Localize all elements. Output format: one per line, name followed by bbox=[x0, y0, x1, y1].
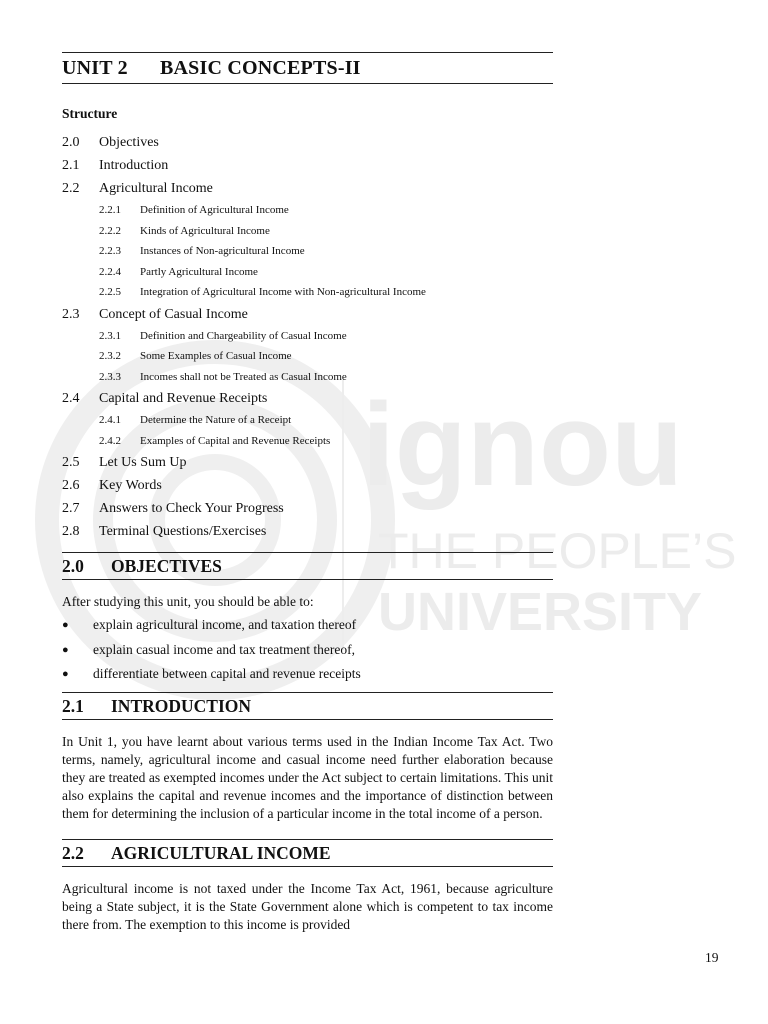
toc-subitem-number: 2.2.3 bbox=[99, 245, 121, 257]
section-number: 2.1 bbox=[62, 695, 84, 716]
toc-subitem bbox=[62, 241, 553, 262]
toc-item-number: 2.0 bbox=[62, 135, 80, 150]
toc-subitem bbox=[62, 221, 553, 242]
toc-item bbox=[62, 303, 553, 326]
list-item bbox=[62, 642, 553, 667]
section-title: INTRODUCTION bbox=[111, 695, 252, 716]
toc-item-label: Let Us Sum Up bbox=[99, 455, 187, 470]
toc-item-number: 2.2 bbox=[62, 181, 80, 196]
watermark-ignou-text: ignou bbox=[362, 379, 684, 511]
toc-subitem bbox=[62, 431, 553, 452]
agricultural-income-heading bbox=[62, 840, 553, 866]
toc-item-number: 2.8 bbox=[62, 524, 80, 539]
objectives-heading bbox=[62, 553, 553, 579]
toc-item-number: 2.3 bbox=[62, 306, 80, 322]
toc-subitem-label: Kinds of Agricultural Income bbox=[140, 224, 270, 237]
toc-item-label: Capital and Revenue Receipts bbox=[99, 391, 268, 406]
introduction-heading bbox=[62, 693, 553, 719]
watermark-university-text: UNIVERSITY bbox=[378, 582, 703, 642]
toc-item-number: 2.4 bbox=[62, 391, 80, 406]
objectives-bottom-rule bbox=[62, 579, 553, 580]
toc-item-number: 2.5 bbox=[62, 455, 80, 470]
section-title: AGRICULTURAL INCOME bbox=[111, 842, 331, 863]
toc-subitem-number: 2.4.1 bbox=[99, 414, 121, 426]
toc-subitem-label: Examples of Capital and Revenue Receipts bbox=[140, 434, 331, 447]
toc-item-label: Agricultural Income bbox=[99, 181, 213, 196]
objectives-intro: After studying this unit, you should be able to: bbox=[62, 594, 314, 609]
bullet-icon: ● bbox=[62, 668, 69, 680]
toc-item bbox=[62, 497, 553, 520]
agricultural-income-paragraph: Agricultural income is not taxed under the Income Tax Act, 1961, because agriculture being a State subject, it is the State Government alone which is competent to tax income there from. The exemption to this income is provided bbox=[62, 880, 553, 932]
bullet-icon: ● bbox=[62, 643, 69, 656]
toc-subitem-label: Incomes shall not be Treated as Casual Income bbox=[140, 370, 347, 383]
toc-subitem bbox=[62, 410, 553, 431]
toc-item bbox=[62, 131, 553, 154]
toc-subitem-number: 2.3.2 bbox=[99, 350, 121, 362]
toc-item-label: Terminal Questions/Exercises bbox=[99, 524, 267, 539]
toc-subitem-label: Definition of Agricultural Income bbox=[140, 204, 289, 216]
toc-subitem-label: Integration of Agricultural Income with Non-agricultural Income bbox=[140, 286, 426, 298]
toc-subitem bbox=[62, 346, 553, 367]
objectives-list bbox=[62, 617, 553, 691]
toc-subitem-number: 2.2.4 bbox=[99, 265, 121, 278]
toc-subitem bbox=[62, 282, 553, 303]
toc-item bbox=[62, 387, 553, 410]
toc-item-label: Introduction bbox=[99, 158, 169, 173]
toc-subitem bbox=[62, 367, 553, 388]
toc-item-number: 2.7 bbox=[62, 501, 80, 516]
list-item-text: explain agricultural income, and taxation thereof bbox=[93, 617, 357, 632]
toc-subitem-label: Instances of Non-agricultural Income bbox=[140, 245, 305, 257]
list-item-text: differentiate between capital and revenue receipts bbox=[93, 666, 361, 681]
section-title: OBJECTIVES bbox=[111, 556, 222, 576]
toc-subitem-label: Determine the Nature of a Receipt bbox=[140, 414, 292, 426]
section-number: 2.0 bbox=[62, 556, 84, 576]
toc-subitem-number: 2.2.5 bbox=[99, 286, 121, 298]
list-item bbox=[62, 666, 553, 691]
unit-bottom-rule bbox=[62, 83, 553, 84]
toc-item-label: Key Words bbox=[99, 478, 162, 493]
toc-item bbox=[62, 451, 553, 474]
toc-item-label: Concept of Casual Income bbox=[99, 306, 248, 322]
toc-item-number: 2.1 bbox=[62, 158, 80, 173]
unit-name: BASIC CONCEPTS-II bbox=[160, 57, 361, 79]
toc-item-label: Answers to Check Your Progress bbox=[99, 501, 284, 516]
introduction-paragraph: In Unit 1, you have learnt about various terms used in the Indian Income Tax Act. Two terms, namely, agricultural income and casual income need further elaboration because they are treated as exempted incomes under the Act subject to certain limitations. This unit also explains the capital and revenue incomes and the importance of distinction between them for determining the inclusion of a particular income in the total income of a person. bbox=[62, 733, 553, 821]
toc-subitem bbox=[62, 326, 553, 347]
list-item-text: explain casual income and tax treatment thereof, bbox=[93, 641, 356, 657]
bullet-icon: ● bbox=[62, 619, 69, 631]
toc-subitem-number: 2.4.2 bbox=[99, 434, 121, 447]
toc-subitem-number: 2.3.1 bbox=[99, 329, 121, 342]
agricultural-bottom-rule bbox=[62, 866, 553, 867]
toc-subitem bbox=[62, 200, 553, 221]
unit-title bbox=[62, 53, 553, 83]
toc-item bbox=[62, 520, 553, 543]
structure-heading: Structure bbox=[62, 106, 118, 121]
toc-subitem-label: Definition and Chargeability of Casual Income bbox=[140, 329, 347, 342]
toc-item-number: 2.6 bbox=[62, 478, 80, 493]
toc-subitem-label: Some Examples of Casual Income bbox=[140, 350, 292, 362]
section-number: 2.2 bbox=[62, 842, 84, 863]
table-of-contents bbox=[62, 131, 553, 543]
toc-subitem-number: 2.2.1 bbox=[99, 204, 121, 216]
toc-item bbox=[62, 177, 553, 200]
watermark-peoples-text: THE PEOPLE’S bbox=[378, 523, 737, 579]
toc-subitem-number: 2.3.3 bbox=[99, 370, 121, 383]
toc-item bbox=[62, 474, 553, 497]
toc-item-label: Objectives bbox=[99, 135, 159, 150]
unit-number: UNIT 2 bbox=[62, 57, 128, 79]
toc-subitem-label: Partly Agricultural Income bbox=[140, 265, 258, 278]
page-content bbox=[62, 52, 553, 934]
toc-subitem bbox=[62, 262, 553, 283]
toc-subitem-number: 2.2.2 bbox=[99, 224, 121, 237]
list-item bbox=[62, 617, 553, 642]
toc-item bbox=[62, 154, 553, 177]
page-number: 19 bbox=[705, 950, 719, 965]
introduction-bottom-rule bbox=[62, 719, 553, 720]
